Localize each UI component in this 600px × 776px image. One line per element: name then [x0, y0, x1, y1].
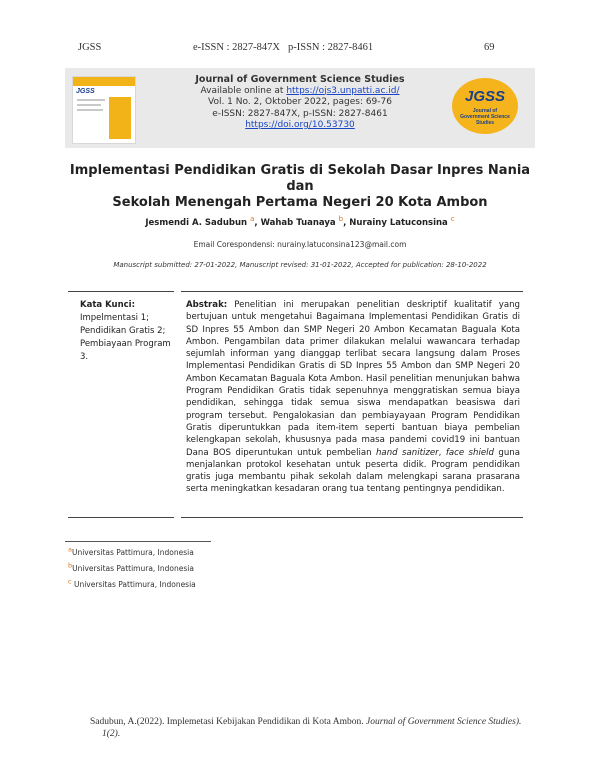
keyword-item: Pembiayaan Program 3.	[80, 339, 171, 362]
abstract-top-rule	[181, 291, 523, 292]
footnote-affiliation	[68, 545, 194, 557]
page-footer-citation	[90, 716, 530, 740]
cover-top-band	[73, 77, 135, 86]
title-line-1: Implementasi Pendidikan Gratis di Sekolah Dasar Inpres Nania dan	[69, 163, 531, 194]
issn-info: e-ISSN: 2827-847X, p-ISSN: 2827-8461	[212, 108, 388, 119]
abstract-italic-term: hand sanitizer	[375, 447, 439, 458]
abstract-text: ,	[438, 447, 446, 458]
keyword-item: Impelmentasi 1;	[80, 313, 149, 323]
manuscript-dates: Manuscript submitted: 27-01-2022, Manuscript revised: 31-01-2022, Accepted for publication: 28-10-2022	[113, 261, 487, 269]
footnote-rule	[65, 541, 211, 542]
author-name: Jesmendi A. Sadubun	[145, 218, 248, 228]
footnote-text: Universitas Pattimura, Indonesia	[71, 548, 194, 557]
footnote-text: Universitas Pattimura, Indonesia	[72, 564, 194, 573]
running-header-eissn: e-ISSN : 2827-847X	[193, 42, 280, 53]
footnote-mark: a	[68, 545, 72, 554]
journal-cover-thumbnail	[72, 76, 136, 144]
footer-issue: 1(2).	[102, 729, 121, 739]
author-list: Jesmendi A. Sadubun $^a$, Wahab Tuanaya $^b$, Nurainy Latuconsina $^c$	[145, 215, 455, 228]
logo-main-text: JGSS	[464, 88, 506, 105]
article-title	[60, 163, 540, 211]
running-header-journal: JGSS	[78, 42, 102, 53]
journal-title: Journal of Government Science Studies	[195, 74, 405, 85]
logo-sub-text: Journal of Government Science Studies	[460, 108, 510, 126]
footnote-mark: c	[68, 577, 72, 586]
page-number: 69	[484, 42, 495, 53]
cover-stripe	[109, 97, 131, 139]
correspondence-email: Email Corespondensi: nurainy.latuconsina123@mail.com	[193, 240, 407, 249]
abstract-text: Penelitian ini merupakan penelitian deskriptif kualitatif yang bertujuan untuk mengetahui Bagaimana Implementasi Pendidikan Gratis di SD Inpres 55 Ambon dan SMP Negeri 20 Ambon Kecamatan Baguala Kota Ambon. Pengambilan data primer dilakukan melalui wawancara terhadap sejumlah informan yang dianggap terlibat secara langsung dalam Proses Implementasi Pendidikan Gratis di SD Inpres 55 Ambon dan SMP Negeri 20 Ambon Kecamatan Baguala Kota Ambon. Hasil penelitian menunjukan bahwa Program Pendidikan Gratis tidak sepenuhnya menggratiskan semua biaya pendidikan, sehingga tidak semua siswa mendapatkan beasiswa dari program tersebut. Pengalokasian dan pembiayayaan Program Pendidikan Gratis diperuntukkan pada item-item seperti bantuan biaya pembelian kelengkapan sekolah, khususnya pada masa pandemi covid19 ini bantuan Dana BOS diperuntukan untuk pembelian	[186, 300, 520, 458]
affiliation-mark: a	[250, 215, 255, 224]
footer-journal-name: Journal of Government Science Studies).	[366, 717, 522, 727]
doi-link[interactable]: https://doi.org/10.53730	[245, 120, 355, 130]
footnote-mark: b	[68, 561, 73, 570]
footer-citation-text: Sadubun, A.(2022). Implemetasi Kebijakan Pendidikan di Kota Ambon.	[90, 717, 366, 727]
author-name: Nurainy Latuconsina	[349, 218, 448, 228]
abstract-bottom-rule	[181, 517, 523, 518]
footnote-affiliation	[68, 577, 196, 589]
keywords-top-rule	[68, 291, 174, 292]
affiliation-mark: c	[450, 215, 455, 224]
footnote-affiliation	[68, 561, 194, 573]
keywords-bottom-rule	[68, 517, 174, 518]
author-name: Wahab Tuanaya	[260, 218, 336, 228]
abstract-italic-term: face shield	[445, 447, 494, 458]
available-prefix: Available online at	[200, 85, 287, 96]
keyword-item: Pendidikan Gratis 2;	[80, 326, 166, 336]
cover-line	[77, 104, 101, 106]
volume-info: Vol. 1 No. 2, Oktober 2022, pages: 69-76	[207, 97, 392, 107]
footnote-text: Universitas Pattimura, Indonesia	[71, 580, 196, 589]
cover-line	[77, 99, 105, 101]
available-online	[150, 86, 450, 98]
journal-info	[150, 74, 450, 132]
keywords-title: Kata Kunci:	[80, 300, 135, 310]
abstract	[186, 299, 520, 496]
title-line-2: Sekolah Menengah Pertama Negeri 20 Kota Ambon	[112, 195, 488, 210]
cover-logo-text: JGSS	[76, 88, 95, 95]
journal-url-link[interactable]: https://ojs3.unpatti.ac.id/	[286, 85, 400, 96]
jgss-logo	[452, 78, 518, 134]
abstract-label: Abstrak:	[186, 300, 228, 310]
cover-line	[77, 109, 103, 111]
abstract-text: guna menjalankan protokol kesehatan untuk peserta didik. Program pendidikan gratis juga membantu pihak sekolah dalam melengkapi sarana prasarana serta meningkatkan kesadaran orang tua tentang pentingnya pendidikan.	[186, 447, 520, 495]
running-header-pissn: p-ISSN : 2827-8461	[288, 42, 374, 53]
affiliation-mark: b	[338, 215, 344, 224]
